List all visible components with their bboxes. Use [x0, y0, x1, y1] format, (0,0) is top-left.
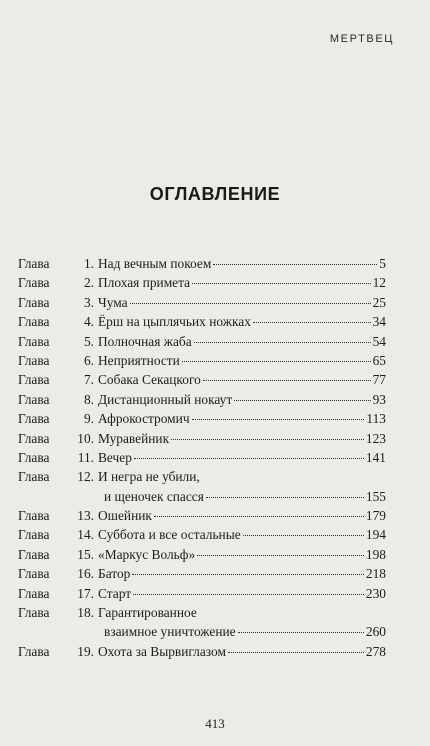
chapter-number: 16.: [77, 566, 94, 582]
chapter-label: Глава: [18, 430, 50, 446]
chapter-title: Батор: [98, 566, 131, 582]
dot-leader: [228, 652, 364, 653]
chapter-title: Неприятности: [98, 352, 180, 368]
chapter-label: Глава: [18, 508, 50, 524]
toc-entry: [18, 525, 386, 544]
chapter-page: 198: [365, 546, 386, 562]
chapter-title: Ёрш на цыплячьих ножках: [98, 314, 251, 330]
toc-entry-line: [18, 642, 386, 661]
chapter-title-continuation: взаимное уничтожение: [104, 624, 236, 640]
dot-leader: [203, 380, 371, 381]
toc-entry-line: [18, 254, 386, 273]
toc-entry: [18, 467, 386, 506]
chapter-page: 34: [372, 314, 386, 330]
toc-entry-line: [18, 506, 386, 525]
chapter-page: 54: [372, 333, 386, 349]
toc-entry: [18, 506, 386, 525]
toc-heading: ОГЛАВЛЕНИЕ: [149, 184, 281, 204]
chapter-title: И негра не убили,: [98, 469, 200, 485]
chapter-label: Глава: [18, 275, 50, 291]
chapter-page: 113: [366, 411, 386, 427]
toc-entry-line: [18, 603, 386, 622]
chapter-title-continuation: и щеночек спасся: [104, 488, 204, 504]
dot-leader: [130, 303, 371, 304]
dot-leader: [192, 283, 371, 284]
chapter-title: Полночная жаба: [98, 333, 192, 349]
toc-entry: [18, 564, 386, 583]
toc-entry-line: [18, 293, 386, 312]
page-number: 413: [205, 716, 225, 731]
chapter-title: Чума: [98, 294, 128, 310]
chapter-number: 14.: [77, 527, 94, 543]
toc-entry-line: [18, 332, 386, 351]
chapter-number: 18.: [77, 605, 94, 621]
chapter-title: Гарантированное: [98, 605, 197, 621]
chapter-page: 65: [372, 352, 386, 368]
chapter-number: 15.: [77, 546, 94, 562]
chapter-page: 155: [365, 488, 386, 504]
chapter-title: Старт: [98, 585, 132, 601]
dot-leader: [182, 361, 371, 362]
dot-leader: [243, 535, 364, 536]
chapter-page: 93: [372, 391, 386, 407]
chapter-title: Собака Секацкого: [98, 372, 201, 388]
toc-entry-line: [18, 429, 386, 448]
chapter-title: Охота за Вырвиглазом: [98, 643, 226, 659]
toc-entry: [18, 312, 386, 331]
chapter-title: Муравейник: [98, 430, 170, 446]
toc-entry-line: [18, 351, 386, 370]
dot-leader: [206, 497, 364, 498]
chapter-page: 25: [372, 294, 386, 310]
dot-leader: [253, 322, 371, 323]
table-of-contents: [18, 254, 386, 661]
chapter-label: Глава: [18, 352, 50, 368]
chapter-page: 179: [365, 508, 386, 524]
dot-leader: [171, 439, 364, 440]
chapter-page: 123: [365, 430, 386, 446]
toc-entry: [18, 584, 386, 603]
toc-entry-continuation: [18, 622, 386, 641]
chapter-label: Глава: [18, 527, 50, 543]
chapter-label: Глава: [18, 333, 50, 349]
chapter-page: 230: [365, 585, 386, 601]
toc-entry: [18, 545, 386, 564]
dot-leader: [154, 516, 364, 517]
dot-leader: [133, 594, 364, 595]
toc-entry: [18, 273, 386, 292]
dot-leader: [213, 264, 377, 265]
toc-entry: [18, 254, 386, 273]
chapter-number: 5.: [83, 333, 94, 349]
dot-leader: [234, 400, 370, 401]
chapter-number: 9.: [83, 411, 94, 427]
dot-leader: [238, 632, 364, 633]
toc-entry-line: [18, 545, 386, 564]
chapter-number: 7.: [83, 372, 94, 388]
chapter-number: 2.: [83, 275, 94, 291]
chapter-number: 1.: [83, 256, 94, 271]
toc-entry: [18, 409, 386, 428]
toc-entry-line: [18, 409, 386, 428]
chapter-label: Глава: [18, 391, 50, 407]
toc-entry: [18, 429, 386, 448]
chapter-title: Дистанционный нокаут: [98, 391, 233, 407]
chapter-label: Глава: [18, 469, 50, 485]
toc-entry-line: [18, 564, 386, 583]
chapter-title: Вечер: [98, 449, 132, 465]
chapter-label: Глава: [18, 411, 50, 427]
chapter-number: 10.: [77, 430, 94, 446]
chapter-number: 17.: [77, 585, 94, 601]
chapter-label: Глава: [18, 643, 50, 659]
chapter-label: Глава: [18, 585, 50, 601]
dot-leader: [194, 342, 371, 343]
running-header: МЕРТВЕЦ: [329, 33, 394, 45]
chapter-number: 11.: [77, 449, 94, 465]
toc-entry: [18, 390, 386, 409]
chapter-number: 12.: [77, 469, 94, 485]
chapter-page: 5: [379, 256, 386, 271]
toc-entry: [18, 642, 386, 661]
chapter-page: 194: [365, 527, 386, 543]
chapter-page: 218: [365, 566, 386, 582]
toc-entry: [18, 603, 386, 642]
chapter-number: 4.: [83, 314, 94, 330]
chapter-page: 278: [365, 643, 386, 659]
chapter-page: 260: [365, 624, 386, 640]
toc-entry-line: [18, 467, 386, 486]
dot-leader: [197, 555, 364, 556]
toc-entry-continuation: [18, 487, 386, 506]
chapter-title: «Маркус Вольф»: [98, 546, 196, 562]
chapter-page: 77: [372, 372, 386, 388]
toc-entry-line: [18, 370, 386, 389]
toc-entry: [18, 448, 386, 467]
chapter-label: Глава: [18, 605, 50, 621]
chapter-title: Над вечным покоем: [98, 256, 212, 271]
chapter-number: 8.: [83, 391, 94, 407]
toc-entry-line: [18, 448, 386, 467]
chapter-title: Афрокостромич: [98, 411, 190, 427]
chapter-number: 19.: [77, 643, 94, 659]
chapter-page: 12: [372, 275, 386, 291]
toc-entry: [18, 370, 386, 389]
chapter-number: 6.: [83, 352, 94, 368]
chapter-label: Глава: [18, 294, 50, 310]
chapter-label: Глава: [18, 546, 50, 562]
toc-entry-line: [18, 273, 386, 292]
chapter-title: Плохая примета: [98, 275, 191, 291]
chapter-number: 13.: [77, 508, 94, 524]
chapter-number: 3.: [83, 294, 94, 310]
chapter-label: Глава: [18, 372, 50, 388]
dot-leader: [134, 458, 364, 459]
toc-entry-line: [18, 584, 386, 603]
chapter-label: Глава: [18, 256, 50, 271]
toc-entry-line: [18, 390, 386, 409]
toc-entry: [18, 351, 386, 370]
toc-entry-line: [18, 312, 386, 331]
toc-entry-line: [18, 525, 386, 544]
chapter-label: Глава: [18, 314, 50, 330]
chapter-label: Глава: [18, 449, 50, 465]
chapter-title: Ошейник: [98, 508, 152, 524]
dot-leader: [192, 419, 365, 420]
dot-leader: [132, 574, 364, 575]
chapter-title: Суббота и все остальные: [98, 527, 241, 543]
chapter-page: 141: [365, 449, 386, 465]
chapter-label: Глава: [18, 566, 50, 582]
toc-entry: [18, 293, 386, 312]
toc-entry: [18, 332, 386, 351]
